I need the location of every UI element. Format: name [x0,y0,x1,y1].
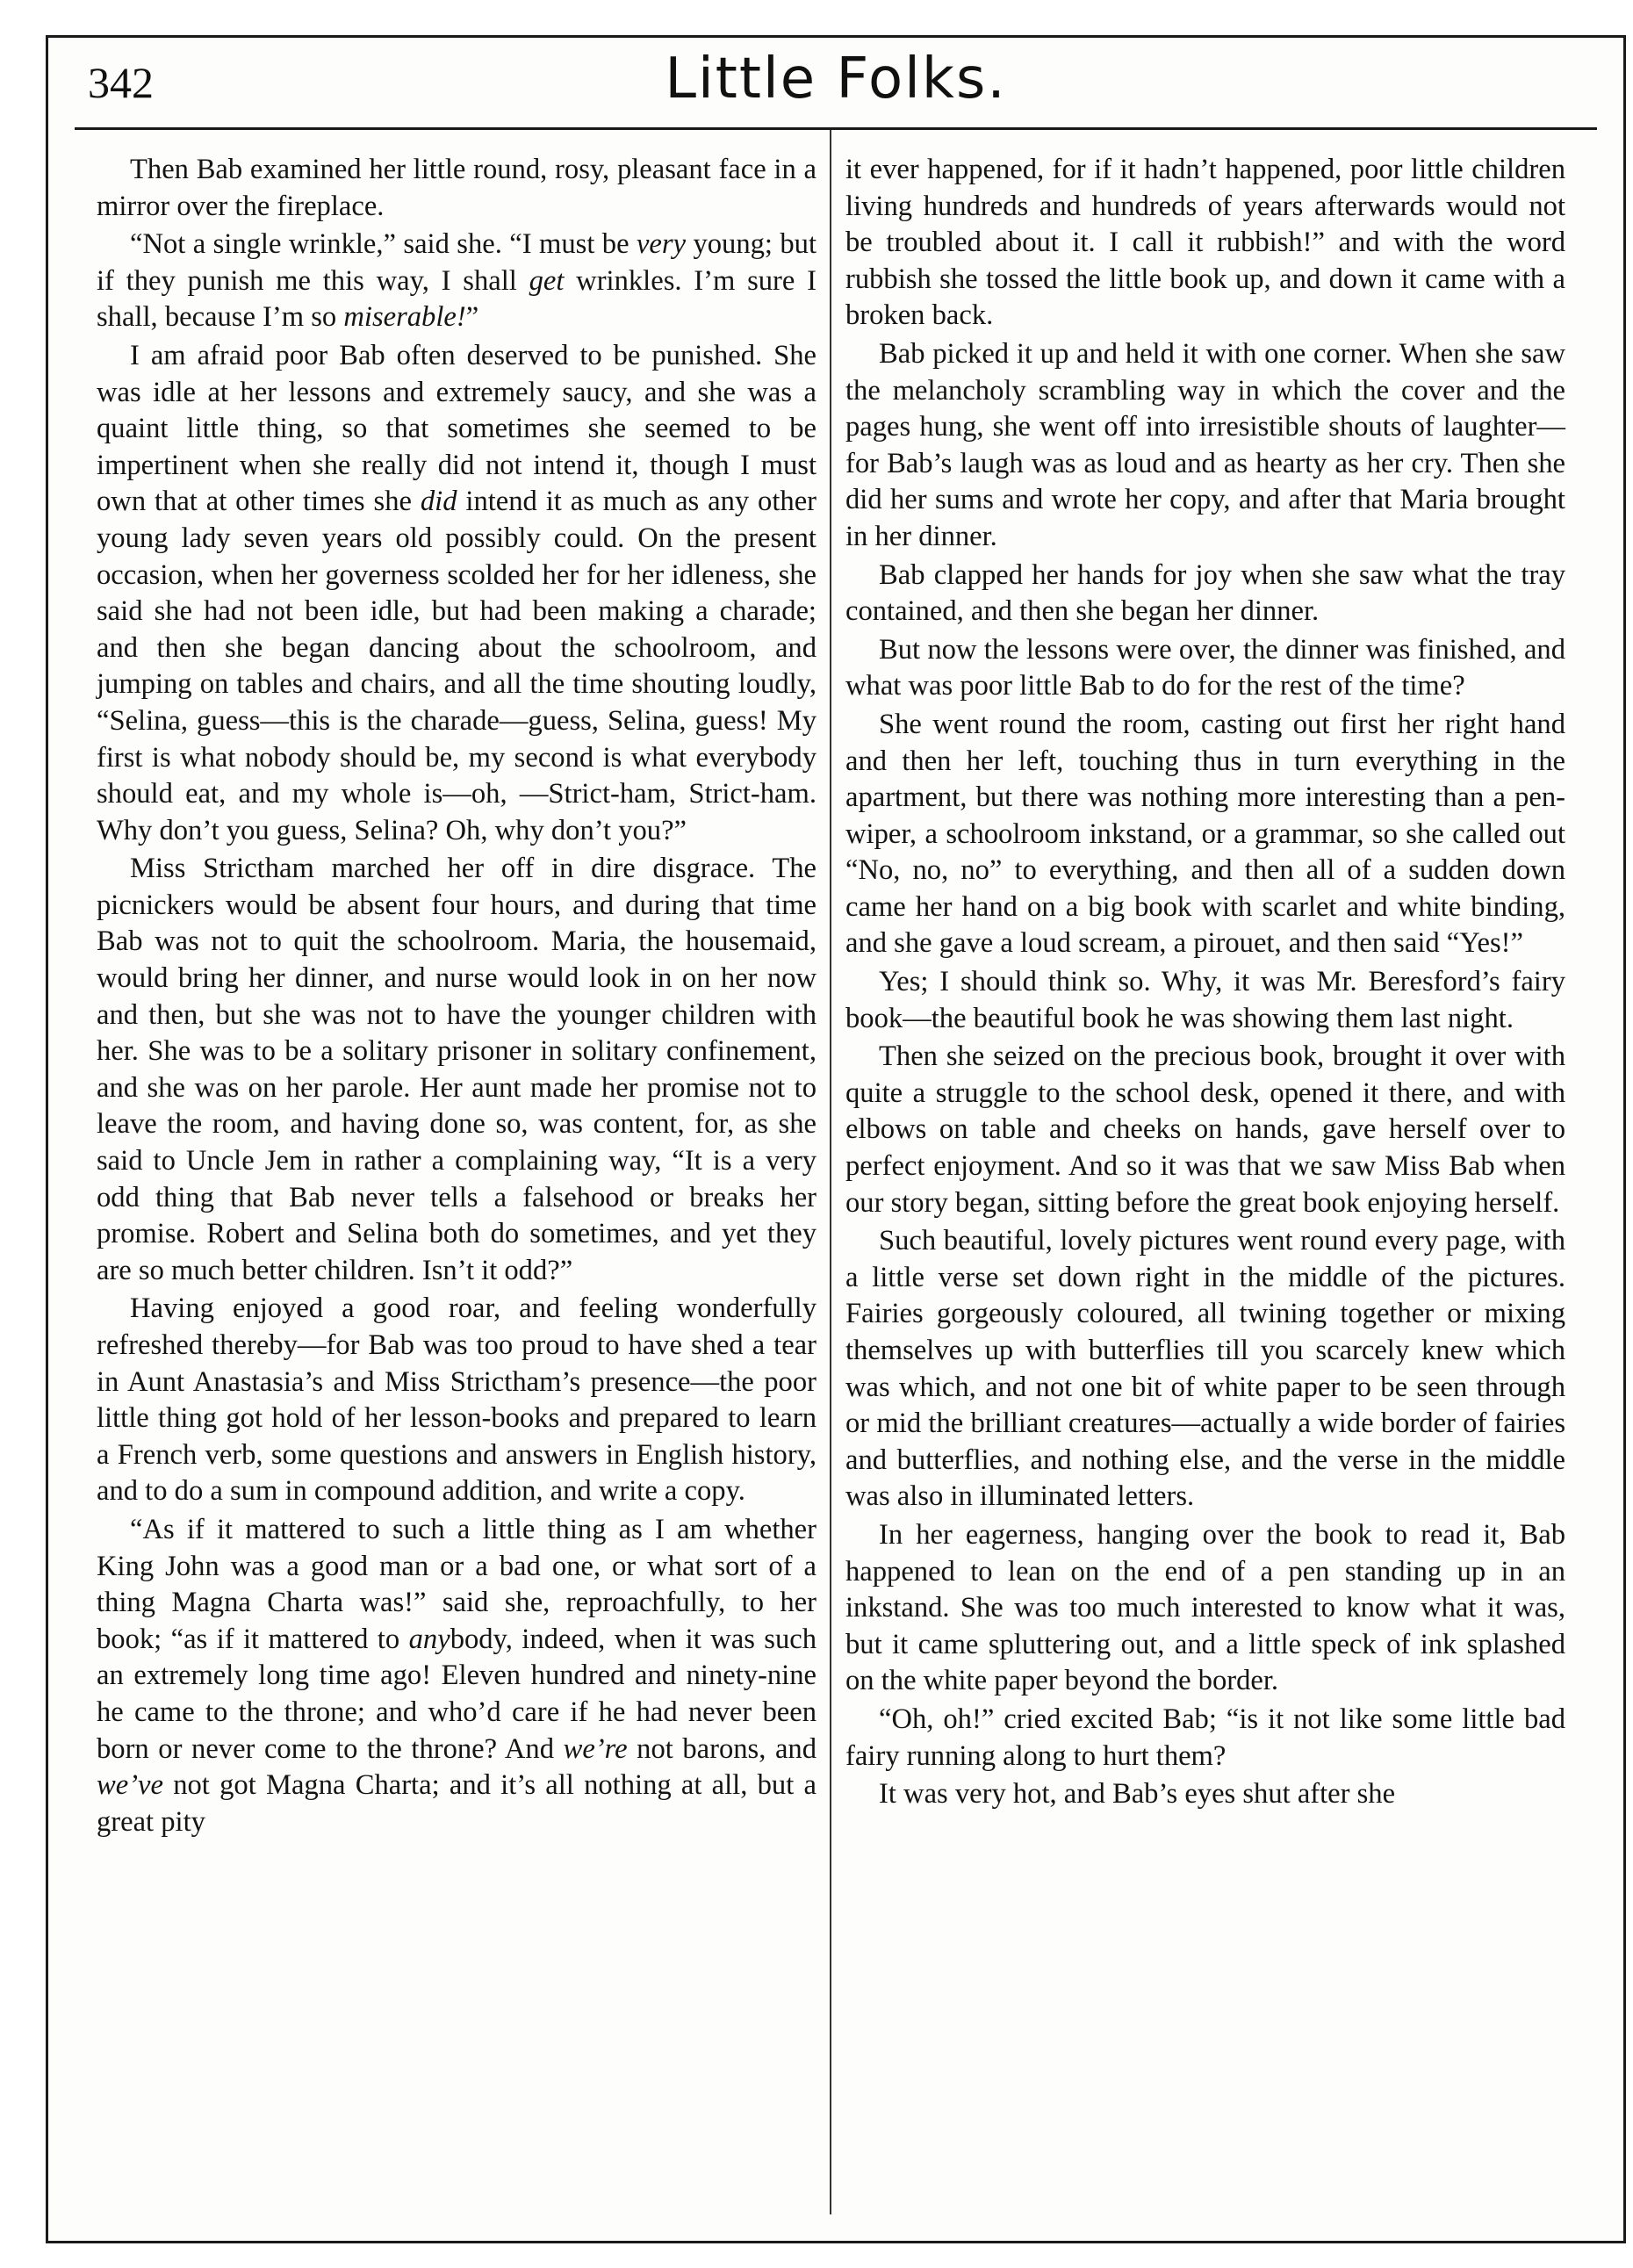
text-run: Bab clapped her hands for joy when she saw what the tray contained, and then she began her dinner. [845,558,1565,628]
text-run: not got Magna Charta; and it’s all nothing at all, but a great pity [97,1769,816,1838]
paragraph [97,227,816,336]
text-run: It was very hot, and Bab’s eyes shut after she [879,1778,1396,1811]
paragraph [845,1776,1565,1813]
paragraph [97,338,816,849]
running-title: Little Folks. [665,47,1007,112]
left-column [97,152,816,1840]
text-run: “Oh, oh!” cried excited Bab; “is it not like some little bad fairy running along to hurt them? [845,1703,1565,1772]
paragraph [845,336,1565,556]
text-run: Yes; I should think so. Why, it was Mr. Beresford’s fairy book—the beautiful book he was showing them last night. [845,966,1565,1034]
paragraph [97,1291,816,1510]
italic-text-run: miserable! [343,301,466,334]
text-run: body, indeed, when it was such an extremely long time ago! Eleven hundred and ninety-nine he came to the throne; and who’d care if he had never been born or never come to the throne? And [97,1623,817,1765]
paragraph [845,558,1565,630]
header-rule [75,127,1597,130]
italic-text-run: we’ve [97,1769,163,1802]
paragraph [845,1702,1565,1775]
text-run: Miss Strictham marched her off in dire disgrace. The picnickers would be absent four hours, and during that time Bab was not to quit the schoolroom. Maria, the housemaid, would bring her dinner, and nurse would look in on her now and then, but she was not to have the younger children with her. She was to be a solitary prisoner in solitary confinement, and she was on her parole. Her aunt made her promise not to leave the room, and having done so, was content, for, as she said to Uncle Jem in rather a complaining way, “It is a very odd thing that Bab never tells a falsehood or breaks her promise. Robert and Selina both do sometimes, and yet they are so much better children. Isn’t it odd?” [97,853,816,1286]
italic-text-run: get [529,264,565,297]
text-run: it ever happened, for if it hadn’t happened, poor little children living hundreds and hundreds of years afterwards would not be troubled about it. I call it rubbish!” and with the word rubbish she tossed the little book up, and down it came with a broken back. [845,154,1565,332]
italic-text-run: we’re [563,1732,628,1765]
text-run: young; but if they punish me this way, I shall [97,228,816,297]
paragraph [845,1517,1565,1700]
right-column [845,152,1565,1813]
text-run: Then she seized on the precious book, brought it over with quite a struggle to the school desk, opened it there, and with elbows on table and cheeks on hands, gave herself over to perfect enjoyment. And so it was that we saw Miss Bab when our story began, sitting before the great book enjoying herself. [845,1040,1565,1219]
text-run: But now the lessons were over, the dinner was finished, and what was poor little Bab to do for the rest of the time? [845,633,1565,702]
text-run: She went round the room, casting out first her right hand and then her left, touching thus in turn everything in the apartment, but there was nothing more interesting than a pen-wiper, a schoolroom inkstand, or a grammar, so she called out “No, no, no” to everything, and then all of a sudden down came her hand on a big book with scarlet and white binding, and she gave a loud scream, a pirouet, and then said “Yes!” [845,708,1565,960]
italic-text-run: very [636,228,687,261]
paragraph [845,1223,1565,1516]
text-run: not barons, and [627,1732,816,1765]
italic-text-run: did [420,486,457,518]
text-run: I am afraid poor Bab often deserved to be punished. She was idle at her lessons and extremely saucy, and she was a quaint little thing, so that sometimes she seemed to be impertinent when she really did not intend it, though I must own that at other times she [97,339,816,518]
paragraph [845,707,1565,962]
paragraph [845,964,1565,1037]
column-divider [830,130,831,2214]
paragraph [845,1039,1565,1221]
paragraph [97,152,816,225]
text-run: Having enjoyed a good roar, and feeling wonderfully refreshed thereby—for Bab was too proud to have shed a tear in Aunt Anastasia’s and Miss Strictham’s presence—the poor little thing got hold of her lesson-books and prepared to learn a French verb, some questions and answers in English history, and to do a sum in compound addition, and write a copy. [97,1292,816,1508]
text-run: “As if it mattered to such a little thing as I am whether King John was a good man or a bad one, or what sort of a thing Magna Charta was!” said she, reproachfully, to her book; “as if it mattered to [97,1513,816,1655]
page [46,35,1626,2243]
text-run: Then Bab examined her little round, rosy, pleasant face in a mirror over the fireplace. [97,154,816,222]
paragraph [845,632,1565,705]
paragraph [845,152,1565,335]
text-run: ” [465,301,479,334]
page-header [48,38,1623,124]
text-run: Bab picked it up and held it with one corner. When she saw the melancholy scrambling way in which the cover and the pages hung, she went off into irresistible shouts of laughter—for Bab’s laugh was as loud and as hearty as her cry. Then she did her sums and wrote her copy, and after that Maria brought in her dinner. [845,337,1565,552]
paragraph [97,1512,816,1840]
text-run: Such beautiful, lovely pictures went round every page, with a little verse set down right in the middle of the pictures. Fairies gorgeously coloured, all twining together or mixing themselves up with butterflies till you scarcely knew which was which, and not one bit of white paper to be seen through or mid the brilliant creatures—actually a wide border of fairies and butterflies, and nothing else, and the verse in the middle was also in illuminated letters. [845,1225,1565,1513]
italic-text-run: any [408,1623,450,1655]
text-run: “Not a single wrinkle,” said she. “I must be [130,228,637,261]
paragraph [97,851,816,1289]
text-run: wrinkles. I’m sure I shall, because I’m so [97,264,816,334]
text-run: In her eagerness, hanging over the book to read it, Bab happened to lean on the end of a pen standing up in an inkstand. She was too much interested to know what it was, but it came spluttering out, and a little speck of ink splashed on the white paper beyond the border. [845,1518,1565,1697]
page-number: 342 [88,58,154,107]
text-run: intend it as much as any other young lady seven years old possibly could. On the present occasion, when her governess scolded her for her idleness, she said she had not been idle, but had been making a charade; and then she began dancing about the schoolroom, and jumping on tables and chairs, and all the time shouting loudly, “Selina, guess—this is the charade—guess, Selina, guess! My first is what nobody should be, my second is what everybody should eat, and my whole is—oh, —Strict-ham, Strict-ham. Why don’t you guess, Selina? Oh, why don’t you?” [97,486,816,846]
